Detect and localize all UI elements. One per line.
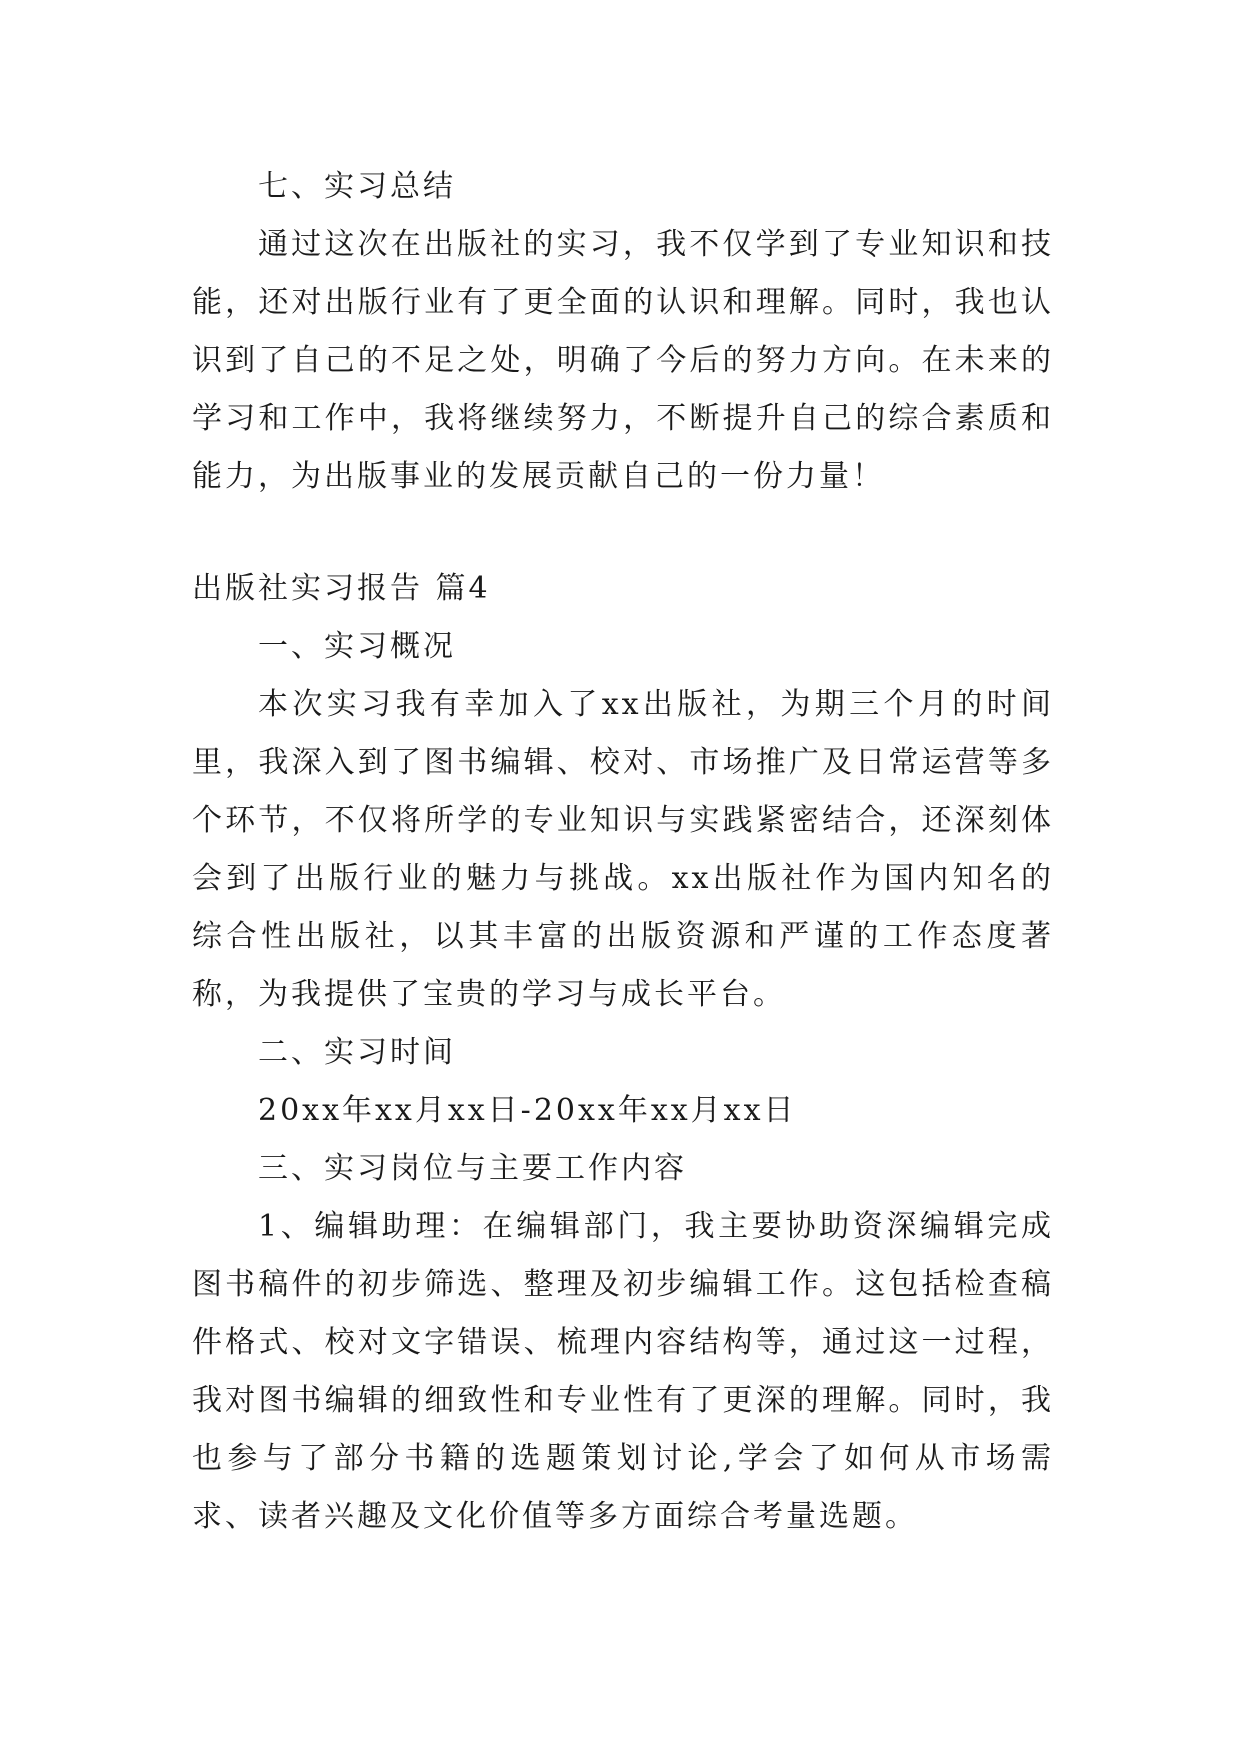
section-heading-summary: 七、实习总结 (258, 169, 456, 204)
section-heading-time: 二、实习时间 (258, 1035, 456, 1070)
time-value: 20xx年xx月xx日-20xx年xx月xx日 (258, 1093, 797, 1128)
document-body (192, 158, 1054, 1546)
section-heading-overview: 一、实习概况 (258, 629, 456, 664)
position-paragraph: 1、编辑助理：在编辑部门，我主要协助资深编辑完成图书稿件的初步筛选、整理及初步编辑工作。这包括检查稿件格式、校对文字错误、梳理内容结构等，通过这一过程，我对图书编辑的细致性和专业性有了更深的理解。同时，我也参与了部分书籍的选题策划讨论,学会了如何从市场需求、读者兴趣及文化价值等多方面综合考量选题。 (192, 1209, 1054, 1534)
section-heading-position: 三、实习岗位与主要工作内容 (258, 1151, 687, 1186)
overview-paragraph: 本次实习我有幸加入了xx出版社，为期三个月的时间里，我深入到了图书编辑、校对、市场推广及日常运营等多个环节，不仅将所学的专业知识与实践紧密结合，还深刻体会到了出版行业的魅力与挑战。xx出版社作为国内知名的综合性出版社，以其丰富的出版资源和严谨的工作态度著称，为我提供了宝贵的学习与成长平台。 (192, 687, 1054, 1012)
summary-paragraph: 通过这次在出版社的实习，我不仅学到了专业知识和技能，还对出版行业有了更全面的认识和理解。同时，我也认识到了自己的不足之处，明确了今后的努力方向。在未来的学习和工作中，我将继续努力，不断提升自己的综合素质和能力，为出版事业的发展贡献自己的一份力量！ (192, 227, 1054, 494)
article-title: 出版社实习报告 篇4 (192, 571, 491, 606)
